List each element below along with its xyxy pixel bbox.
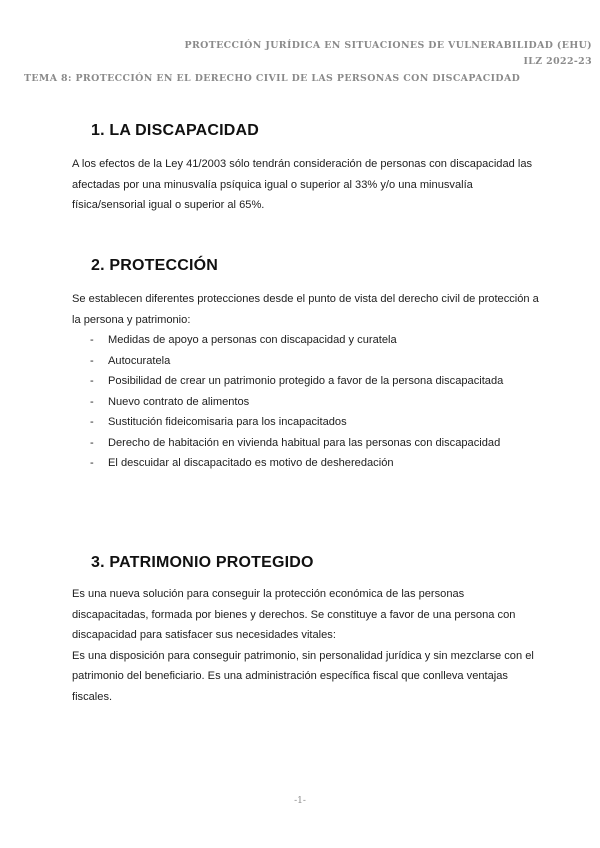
list-item-text: Posibilidad de crear un patrimonio protegido a favor de la persona discapacitada — [108, 375, 504, 387]
section-patrimonio-protegido — [72, 554, 542, 707]
list-item — [72, 392, 542, 413]
list-item — [72, 351, 542, 372]
list-item — [72, 412, 542, 433]
section-proteccion — [72, 257, 542, 474]
list-item-text: Autocuratela — [108, 354, 171, 367]
list-item-text: Nuevo contrato de alimentos — [108, 395, 250, 408]
list-item-text: Medidas de apoyo a personas con discapacidad y curatela — [108, 334, 397, 346]
section-title: 1. LA DISCAPACIDAD — [91, 122, 260, 139]
list-item — [72, 453, 542, 474]
section-title: 2. PROTECCIÓN — [91, 257, 219, 274]
section-paragraph: Es una disposición para conseguir patrimonio, sin personalidad jurídica y sin mezclarse con el patrimonio del beneficiario. Es una administración específica fiscal que conlleva ventajas fiscales. — [72, 649, 534, 703]
list-bullet: - — [90, 416, 94, 428]
running-header-topic: TEMA 8: PROTECCIÓN EN EL DERECHO CIVIL DE LAS PERSONAS CON DISCAPACIDAD — [24, 73, 521, 84]
section-title: 3. PATRIMONIO PROTEGIDO — [91, 554, 314, 571]
list-item-text: Derecho de habitación en vivienda habitual para las personas con discapacidad — [108, 436, 501, 449]
section-paragraph: A los efectos de la Ley 41/2003 sólo tendrán consideración de personas con discapacidad las afectadas por una minusvalía psíquica igual o superior al 33% y/o una minusvalía física/sensorial igual o superior al 65%. — [72, 158, 533, 211]
list-bullet: - — [90, 354, 94, 367]
list-item-text: Sustitución fideicomisaria para los incapacitados — [108, 416, 347, 428]
list-bullet: - — [90, 334, 94, 346]
list-item — [72, 433, 542, 454]
list-bullet: - — [90, 395, 94, 408]
running-header-year: ILZ 2022-23 — [523, 56, 592, 67]
section-paragraph: Se establecen diferentes protecciones desde el punto de vista del derecho civil de protección a la persona y patrimonio: — [72, 293, 539, 326]
section-discapacidad — [72, 122, 542, 216]
protection-list — [72, 330, 542, 474]
list-bullet: - — [90, 375, 94, 387]
list-bullet: - — [90, 436, 94, 449]
list-bullet: - — [90, 457, 94, 469]
section-paragraph: Es una nueva solución para conseguir la protección económica de las personas discapacitadas, formada por bienes y derechos. Se constituye a favor de una persona con discapacidad para satisfacer sus necesidades vitales: — [72, 588, 516, 641]
page-number: -1- — [294, 796, 306, 806]
list-item — [72, 371, 542, 392]
list-item — [72, 330, 542, 351]
running-header-course: PROTECCIÓN JURÍDICA EN SITUACIONES DE VULNERABILIDAD (EHU) — [184, 40, 592, 51]
list-item-text: El descuidar al discapacitado es motivo de desheredación — [108, 457, 394, 469]
